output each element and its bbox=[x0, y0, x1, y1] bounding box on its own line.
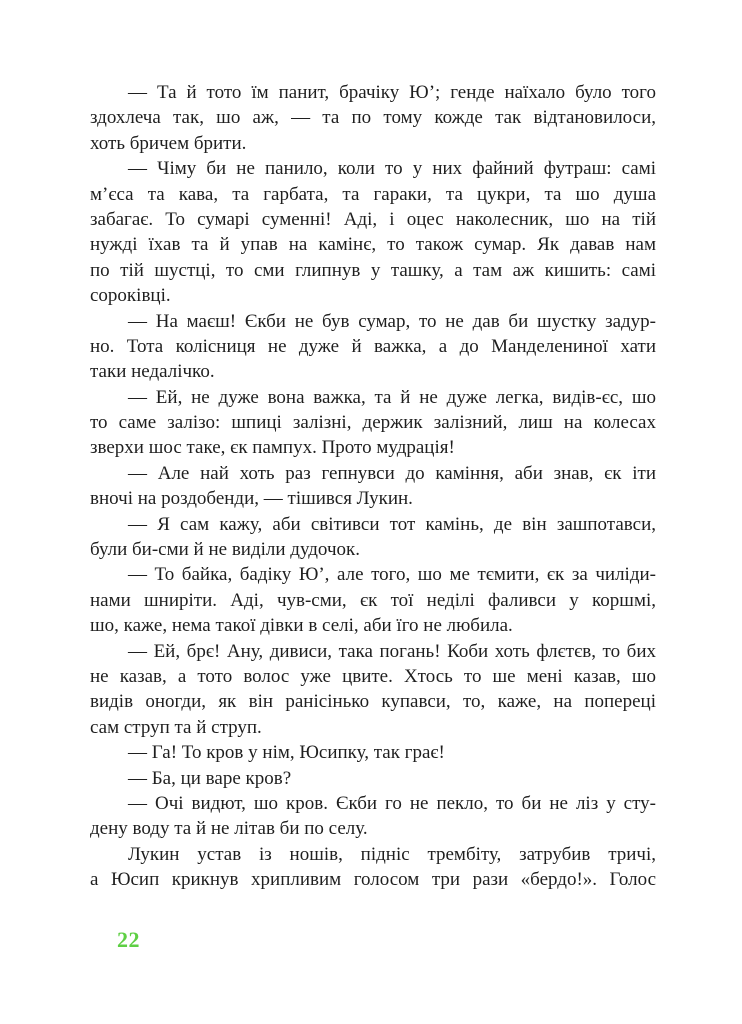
paragraph bbox=[90, 562, 656, 638]
text-line: — Га! То кров у нім, Юсипку, так грає! bbox=[128, 742, 445, 764]
text-line: Лукин устав із ношів, підніс трембіту, затрубив тричі, bbox=[128, 843, 656, 865]
text-line: сам струп та й струп. bbox=[90, 716, 262, 738]
text-line: — Але най хоть раз гепнувси до каміння, аби знав, єк іти bbox=[128, 462, 656, 484]
paragraph bbox=[90, 156, 656, 308]
text-line: здохлеча так, шо аж, — та по тому кожде так відтановилоси, bbox=[90, 107, 656, 129]
text-line: — Та й тото їм панит, брачіку Ю’; генде наїхало було того bbox=[128, 82, 656, 103]
page-text bbox=[90, 80, 656, 893]
text-line: не казав, а тото волос уже цвите. Хтось то ше мені казав, шо bbox=[90, 665, 656, 687]
text-line: нами шниріти. Аді, чув-сми, єк тої неділі фаливси у коршмі, bbox=[90, 589, 656, 611]
text-line: нужді їхав та й упав на камінє, то також сумар. Як давав нам bbox=[90, 234, 656, 256]
paragraph bbox=[90, 766, 656, 791]
text-line: вночі на роздобенди, — тішився Лукин. bbox=[90, 488, 413, 510]
text-line: видів оногди, як він ранісінько купавси, то, каже, на попереці bbox=[90, 691, 656, 713]
text-line: сороківці. bbox=[90, 285, 171, 307]
text-line: м’єса та кава, та гарбата, та гараки, та цукри, та шо душа bbox=[90, 183, 656, 205]
paragraph bbox=[90, 309, 656, 385]
paragraph bbox=[90, 842, 656, 893]
text-line: дену воду та й не літав би по селу. bbox=[90, 818, 368, 840]
text-line: но. Тота колісниця не дуже й важка, а до Манделениної хати bbox=[90, 335, 656, 357]
text-line: — Ей, не дуже вона важка, та й не дуже легка, видів-єс, шо bbox=[128, 386, 656, 408]
text-line: хоть бричем брити. bbox=[90, 132, 247, 154]
page-number: 22 bbox=[117, 927, 140, 952]
paragraph bbox=[90, 80, 656, 156]
text-line: — Чіму би не панило, коли то у них файний футраш: самі bbox=[128, 158, 656, 180]
paragraph bbox=[90, 791, 656, 842]
paragraph bbox=[90, 740, 656, 765]
text-line: то саме залізо: шпиці залізні, держик залізний, лиш на колесах bbox=[90, 412, 656, 434]
paragraph bbox=[90, 461, 656, 512]
text-line: були би-сми й не виділи дудочок. bbox=[90, 539, 360, 561]
paragraph bbox=[90, 639, 656, 741]
text-line: — Очі видют, шо кров. Єкби го не пекло, то би не ліз у сту- bbox=[128, 792, 656, 814]
text-line: по тій шустці, то сми глипнув у ташку, а там аж кишить: самі bbox=[90, 259, 656, 281]
text-line: шо, каже, нема такої дівки в селі, аби їго не любила. bbox=[90, 615, 513, 637]
text-line: — Я сам кажу, аби світивси тот камінь, де він зашпотавси, bbox=[128, 513, 656, 535]
text-line: — Ба, ци варе кров? bbox=[128, 767, 292, 789]
paragraph bbox=[90, 512, 656, 563]
text-line: — На маєш! Єкби не був сумар, то не дав би шустку задур- bbox=[128, 310, 656, 332]
text-line: а Юсип крикнув хрипливим голосом три рази «бердо!». Голос bbox=[90, 869, 656, 891]
text-line: — То байка, бадіку Ю’, але того, шо ме тємити, єк за чиліди- bbox=[128, 564, 656, 586]
text-line: забагає. То сумарі суменні! Аді, і оцес наколесник, шо на тій bbox=[90, 208, 656, 230]
text-line: таки недалічко. bbox=[90, 361, 215, 383]
text-line: зверхи шос таке, єк пампух. Прото мудрація! bbox=[90, 437, 455, 459]
text-line: — Ей, брє! Ану, дивиси, така погань! Коби хоть флєтєв, то бих bbox=[128, 640, 656, 662]
paragraph bbox=[90, 385, 656, 461]
